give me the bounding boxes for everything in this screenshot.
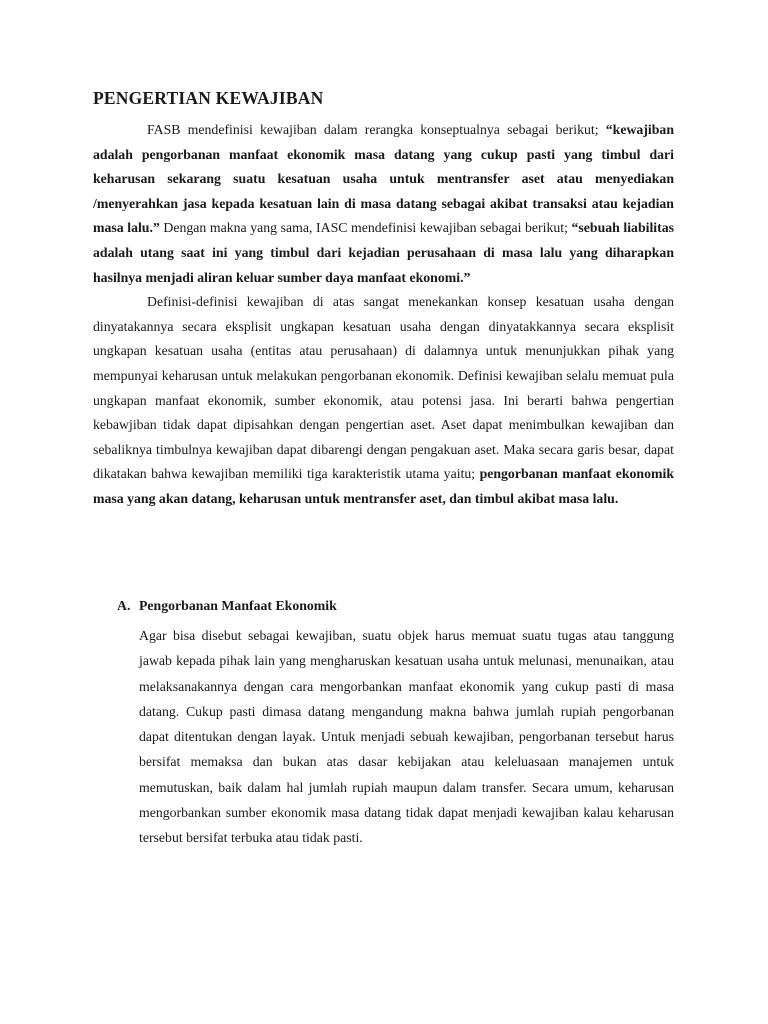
page-title: PENGERTIAN KEWAJIBAN — [93, 88, 324, 108]
iasc-intro: Dengan makna yang sama, IASC mendefinisi kewajiban sebagai berikut; — [159, 220, 572, 236]
iasc-quote: “sebuah liabilitas adalah utang saat ini yang timbul dari kejadian perusahaan di masa lalu yang diharapkan hasilnya menjadi aliran keluar sumber daya manfaat ekonomi.” — [93, 220, 674, 285]
paragraph-characteristics — [93, 290, 674, 511]
characteristics-text: Definisi-definisi kewajiban di atas sangat menekankan konsep kesatuan usaha dengan dinyatakannya secara eksplisit ungkapan kesatuan usaha dengan dinyatakkannya secara eksplisit ungkapan kesatuan usaha (entitas atau perusahaan) di dalamnya untuk menunjukkan pihak yang mempunyai keharusan untuk melakukan pengorbanan ekonomik. Definisi kewajiban selalu memuat pula ungkapan manfaat ekonomik, sumber ekonomik, atau potensi jasa. Ini berarti bahwa pengertian kebawjiban tidak dapat dipisahkan dengan pengertian aset. Aset dapat menimbulkan kewajiban dan sebaliknya timbulnya kewajiban dapat dibarengi dengan pengakuan aset. Maka secara garis besar, dapat dikatakan bahwa kewajiban memiliki tiga karakteristik utama yaitu; — [93, 294, 674, 482]
characteristics-emphasis: pengorbanan manfaat ekonomik masa yang akan datang, keharusan untuk mentransfer aset, dan timbul akibat masa lalu. — [93, 466, 674, 506]
section-a-title: Pengorbanan Manfaat Ekonomik — [139, 598, 337, 613]
fasb-quote: “kewajiban adalah pengorbanan manfaat ekonomik masa datang yang cukup pasti yang timbul dari keharusan sekarang suatu kesatuan usaha untuk mentransfer aset atau menyediakan /menyerahkan jasa kepada kesatuan lain di masa datang sebagai akibat transaksi atau kejadian masa lalu.” — [93, 122, 674, 236]
body-text — [93, 118, 674, 512]
section-a-paragraph: Agar bisa disebut sebagai kewajiban, suatu objek harus memuat suatu tugas atau tanggung jawab kepada pihak lain yang mengharuskan kesatuan usaha untuk melunasi, menunaikan, atau melaksanakannya dengan cara mengorbankan manfaat ekonomik yang cukup pasti di masa datang. Cukup pasti dimasa datang mengandung makna bahwa jumlah rupiah pengorbanan dapat ditentukan dengan layak. Untuk menjadi sebuah kewajiban, pengorbanan tersebut harus bersifat memaksa dan bukan atas dasar kebijakan atau keleluasaan manajemen untuk memutuskan, baik dalam hal jumlah rupiah maupun dalam transfer. Secara umum, keharusan mengorbankan sumber ekonomik masa datang tidak dapat menjadi kewajiban kalau keharusan tersebut bersifat terbuka atau tidak pasti. — [139, 628, 674, 846]
fasb-intro: FASB mendefinisi kewajiban dalam rerangka konseptualnya sebagai berikut; — [147, 122, 606, 137]
paragraph-definitions — [93, 118, 674, 290]
section-a-letter: A. — [117, 598, 131, 613]
section-a-heading — [117, 598, 337, 614]
